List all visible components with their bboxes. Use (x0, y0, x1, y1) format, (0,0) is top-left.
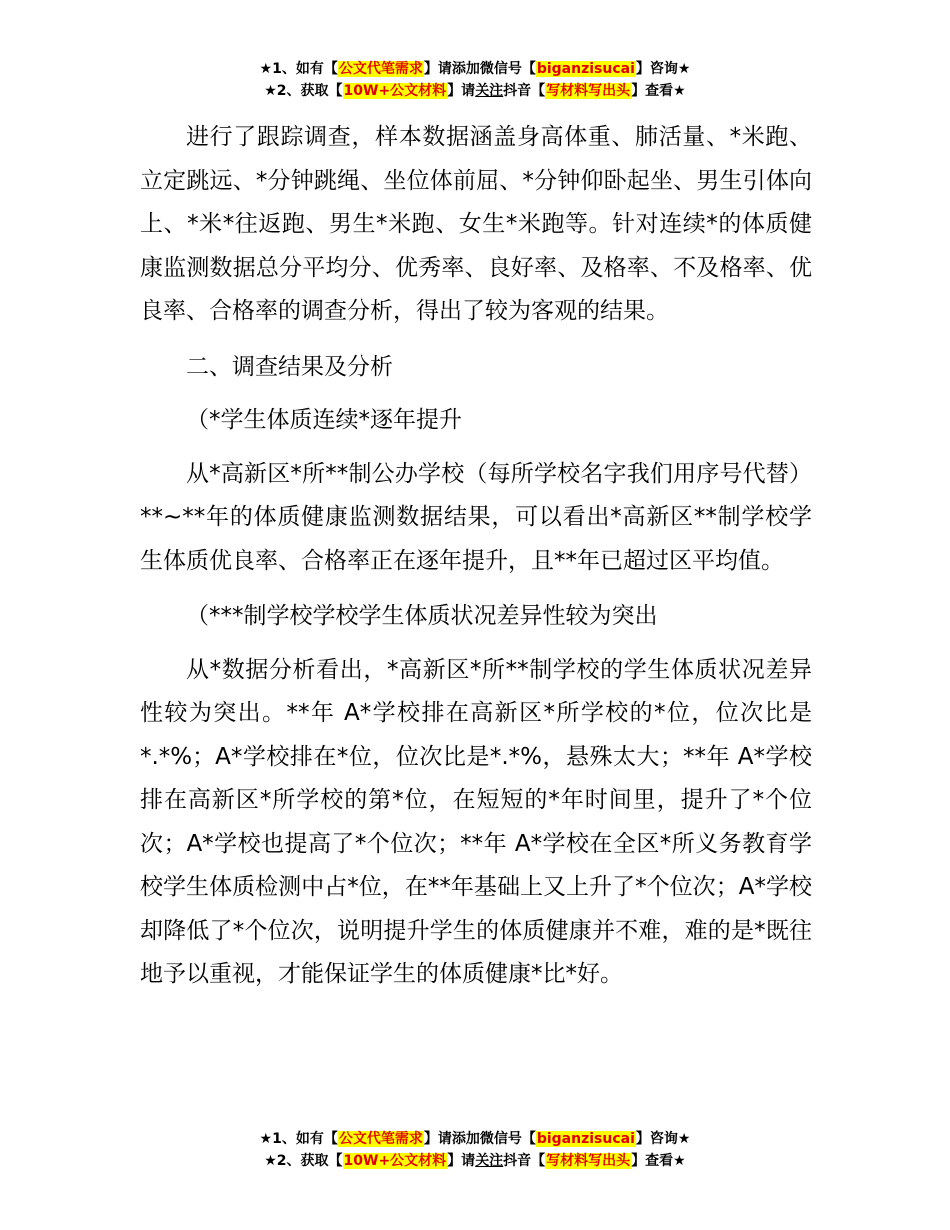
banner-text: 】请 (423, 61, 452, 77)
banner-emphasis: 关注 (475, 1153, 504, 1169)
subsection-heading: （***制学校学校学生体质状况差异性较为突出 (186, 603, 658, 629)
header-banner (0, 58, 950, 102)
banner-line-2 (0, 1150, 950, 1172)
banner-highlight: 10W+公文材料 (343, 1153, 447, 1169)
banner-line-2 (0, 80, 950, 102)
banner-emphasis: 添加 (451, 61, 480, 77)
banner-text: 抖音【 (503, 83, 546, 99)
banner-text: ★1、如有【 (259, 61, 338, 77)
banner-highlight-wechat: biganzisucai (536, 61, 635, 77)
banner-text: ★2、获取【 (264, 83, 343, 99)
banner-highlight-douyin: 写材料写出头 (546, 83, 631, 99)
banner-highlight: 10W+公文材料 (343, 83, 447, 99)
banner-text: 】请 (423, 1131, 452, 1147)
banner-text: 】请 (447, 1153, 476, 1169)
banner-text: 】请 (447, 83, 476, 99)
document-body (140, 116, 812, 1009)
banner-text: 】查看★ (631, 83, 686, 99)
paragraph: 进行了跟踪调查，样本数据涵盖身高体重、肺活量、*米跑、立定跳远、*分钟跳绳、坐位体前屈、*分钟仰卧起坐、男生引体向上、*米*往返跑、男生*米跑、女生*米跑等。针对连续*的体质健康监测数据总分平均分、优秀率、良好率、及格率、不及格率、优良率、合格率的调查分析，得出了较为客观的结果。 (140, 124, 812, 324)
paragraph: 从*高新区*所**制公办学校（每所学校名字我们用序号代替）**~**年的体质健康监测数据结果，可以看出*高新区**制学校学生体质优良率、合格率正在逐年提升，且**年已超过区平均值。 (140, 460, 812, 574)
banner-text: 】咨询★ (635, 1131, 691, 1147)
banner-highlight-douyin: 写材料写出头 (546, 1153, 631, 1169)
banner-highlight: 公文代笔需求 (338, 61, 423, 77)
section-heading: 二、调查结果及分析 (186, 353, 393, 380)
banner-text: 微信号【 (479, 1131, 536, 1147)
banner-text: ★1、如有【 (259, 1131, 338, 1147)
banner-text: 】咨询★ (635, 61, 691, 77)
banner-line-1 (0, 58, 950, 80)
paragraph: 从*数据分析看出，*高新区*所**制学校的学生体质状况差异性较为突出。**年 A*学校排在高新区*所学校的*位，位次比是*.*%；A*学校排在*位，位次比是*.*%，悬殊太大；**年 A*学校排在高新区*所学校的第*位，在短短的*年时间里，提升了*个位次；A*学校也提高了*个位次；**年 A*学校在全区*所义务教育学校学生体质检测中占*位，在**年基础上又上升了*个位次；A*学校却降低了*个位次，说明提升学生的体质健康并不难，难的是*既往地予以重视，才能保证学生的体质健康*比*好。 (140, 656, 812, 987)
banner-emphasis: 添加 (451, 1131, 480, 1147)
banner-emphasis: 关注 (475, 83, 504, 99)
banner-highlight-wechat: biganzisucai (536, 1131, 635, 1147)
banner-line-1 (0, 1128, 950, 1150)
banner-highlight: 公文代笔需求 (338, 1131, 423, 1147)
banner-text: 抖音【 (503, 1153, 546, 1169)
subsection-heading: （*学生体质连续*逐年提升 (186, 407, 462, 433)
banner-text: 微信号【 (479, 61, 536, 77)
banner-text: 】查看★ (631, 1153, 686, 1169)
banner-text: ★2、获取【 (264, 1153, 343, 1169)
footer-banner (0, 1128, 950, 1172)
